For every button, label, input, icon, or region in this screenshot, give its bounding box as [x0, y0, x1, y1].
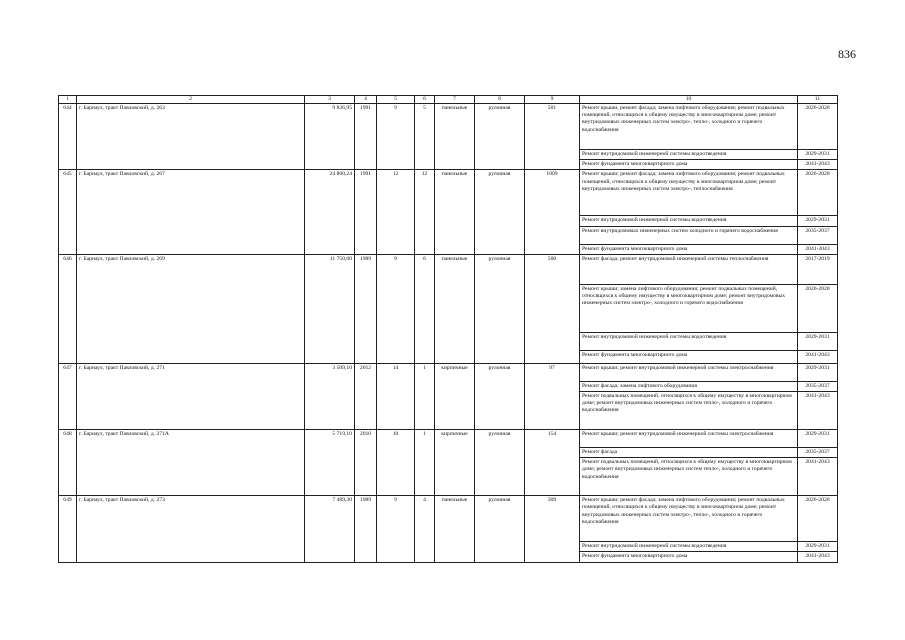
- work-description: Ремонт крыши; ремонт фасада; замена лифтового оборудования; ремонт подвальных помещений, относящихся к общему имуществу в многоквартирном доме; ремонт внутридомовых инженерных систем электро-, теплоснабжения: [580, 170, 798, 216]
- header-cell: 2: [77, 96, 305, 104]
- house-number: 646: [59, 254, 77, 363]
- table-body: [59, 104, 838, 563]
- house-year: 1991: [355, 104, 377, 170]
- house-floors: 12: [377, 170, 415, 254]
- house-year: 2010: [355, 430, 377, 496]
- house-wall-material: панельные: [435, 254, 475, 363]
- house-number: 647: [59, 363, 77, 429]
- house-wall-material: кирпичные: [435, 363, 475, 429]
- table-row: [59, 104, 838, 150]
- work-description: Ремонт внутридомовых инженерных систем холодного и горячего водоснабжения: [580, 226, 798, 244]
- house-area: 3 509,10: [305, 363, 355, 429]
- work-period: 2035-2037: [798, 381, 838, 391]
- house-residents: 154: [525, 430, 580, 496]
- house-address: г. Барнаул, тракт Павловский, д. 271А: [77, 430, 305, 496]
- house-floors: 9: [377, 496, 415, 562]
- header-cell: 4: [355, 96, 377, 104]
- house-roof-type: рулонная: [475, 363, 525, 429]
- work-period: 2041-2043: [798, 160, 838, 170]
- house-address: г. Барнаул, тракт Павловский, д. 263: [77, 104, 305, 170]
- header-cell: 3: [305, 96, 355, 104]
- house-floors: 10: [377, 430, 415, 496]
- work-description: Ремонт крыши; ремонт фасада; замена лифтового оборудования; ремонт подвальных помещений, относящихся к общему имуществу в многоквартирном доме; ремонт внутридомовых инженерных систем электро-, тепло-, холодного и горячего водоснабжения: [580, 496, 798, 542]
- house-residents: 309: [525, 496, 580, 562]
- house-entrances: 12: [415, 170, 435, 254]
- work-period: 2041-2043: [798, 552, 838, 562]
- house-year: 1991: [355, 170, 377, 254]
- house-area: 7 489,30: [305, 496, 355, 562]
- house-residents: 501: [525, 104, 580, 170]
- work-description: Ремонт крыши; ремонт внутридомовой инженерной системы электроснабжения: [580, 430, 798, 448]
- work-description: Ремонт крыши; замена лифтового оборудования; ремонт подвальных помещений, относящихся к общему имуществу в многоквартирном доме; ремонт внутридомовых инженерных систем электро-, холодного и горячего водоснабжения: [580, 284, 798, 332]
- house-wall-material: панельные: [435, 496, 475, 562]
- house-area: 5 719,10: [305, 430, 355, 496]
- house-entrances: 6: [415, 254, 435, 363]
- work-period: 2029-2031: [798, 363, 838, 381]
- header-cell: 6: [415, 96, 435, 104]
- house-year: 1989: [355, 254, 377, 363]
- work-description: Ремонт внутридомовой инженерной системы водоотведения: [580, 332, 798, 350]
- header-cell: 9: [525, 96, 580, 104]
- house-year: 2012: [355, 363, 377, 429]
- house-roof-type: рулонная: [475, 104, 525, 170]
- work-description: Ремонт фундамента многоквартирного дома: [580, 350, 798, 363]
- house-number: 649: [59, 496, 77, 562]
- header-row: [59, 96, 838, 104]
- house-roof-type: рулонная: [475, 170, 525, 254]
- work-period: 2026-2028: [798, 104, 838, 150]
- house-area: 9 836,95: [305, 104, 355, 170]
- work-description: Ремонт фасада; замена лифтового оборудования: [580, 381, 798, 391]
- table-row: [59, 363, 838, 381]
- house-entrances: 5: [415, 104, 435, 170]
- house-residents: 500: [525, 254, 580, 363]
- house-number: 648: [59, 430, 77, 496]
- work-description: Ремонт подвальных помещений, относящихся к общему имуществу в многоквартирном доме; ремонт внутридомовых инженерных систем тепло-, холодного и горячего водоснабжения: [580, 392, 798, 430]
- header-cell: 1: [59, 96, 77, 104]
- work-description: Ремонт крыши, ремонт фасада; замена лифтового оборудования; ремонт подвальных помещений, относящихся к общему имуществу в многоквартирном доме; ремонт внутридомовых инженерных систем электро-, тепло-, холодного и горячего водоснабжения: [580, 104, 798, 150]
- house-entrances: 4: [415, 496, 435, 562]
- house-wall-material: панельные: [435, 170, 475, 254]
- table-row: [59, 170, 838, 216]
- housing-repair-table: [58, 95, 838, 563]
- table-row: [59, 496, 838, 542]
- header-cell: 10: [580, 96, 798, 104]
- work-period: 2029-2031: [798, 542, 838, 552]
- header-cell: 7: [435, 96, 475, 104]
- house-year: 1989: [355, 496, 377, 562]
- work-period: 2029-2031: [798, 430, 838, 448]
- house-residents: 1009: [525, 170, 580, 254]
- work-description: Ремонт крыши; ремонт внутридомовой инженерной системы электроснабжения: [580, 363, 798, 381]
- work-description: Ремонт фундамента многоквартирного дома: [580, 244, 798, 254]
- work-period: 2035-2037: [798, 226, 838, 244]
- header-cell: 11: [798, 96, 838, 104]
- work-period: 2026-2028: [798, 170, 838, 216]
- work-period: 2029-2031: [798, 216, 838, 226]
- house-number: 644: [59, 104, 77, 170]
- house-wall-material: панельные: [435, 104, 475, 170]
- work-description: Ремонт фасада: [580, 448, 798, 458]
- work-period: 2029-2031: [798, 150, 838, 160]
- work-period: 2041-2043: [798, 350, 838, 363]
- house-entrances: 1: [415, 430, 435, 496]
- house-area: 24 800,24: [305, 170, 355, 254]
- work-description: Ремонт фундамента многоквартирного дома: [580, 160, 798, 170]
- work-period: 2026-2028: [798, 284, 838, 332]
- house-number: 645: [59, 170, 77, 254]
- house-area: 11 750,00: [305, 254, 355, 363]
- work-period: 2017-2019: [798, 254, 838, 284]
- house-roof-type: рулонная: [475, 430, 525, 496]
- house-address: г. Барнаул, тракт Павловский, д. 273: [77, 496, 305, 562]
- table-row: [59, 430, 838, 448]
- house-entrances: 1: [415, 363, 435, 429]
- page-number: 836: [838, 47, 856, 61]
- work-period: 2029-2031: [798, 332, 838, 350]
- table-row: [59, 254, 838, 284]
- house-address: г. Барнаул, тракт Павловский, д. 269: [77, 254, 305, 363]
- house-residents: 97: [525, 363, 580, 429]
- work-period: 2041-2043: [798, 458, 838, 496]
- house-wall-material: кирпичные: [435, 430, 475, 496]
- house-roof-type: рулонная: [475, 254, 525, 363]
- work-description: Ремонт внутридомовой инженерной системы водоотведения: [580, 542, 798, 552]
- work-period: 2035-2037: [798, 448, 838, 458]
- work-description: Ремонт внутридомовой инженерной системы водоотведения: [580, 216, 798, 226]
- work-description: Ремонт фундамента многоквартирного дома: [580, 552, 798, 562]
- work-description: Ремонт фасада; ремонт внутридомовой инженерной системы теплоснабжения: [580, 254, 798, 284]
- work-period: 2026-2028: [798, 496, 838, 542]
- work-description: Ремонт подвальных помещений, относящихся к общему имуществу в многоквартирном доме; ремонт внутридомовых инженерных систем тепло-, холодного и горячего водоснабжения: [580, 458, 798, 496]
- house-floors: 9: [377, 104, 415, 170]
- house-address: г. Барнаул, тракт Павловский, д. 267: [77, 170, 305, 254]
- work-period: 2041-2043: [798, 392, 838, 430]
- header-cell: 8: [475, 96, 525, 104]
- house-floors: 9: [377, 254, 415, 363]
- header-cell: 5: [377, 96, 415, 104]
- house-roof-type: рулонная: [475, 496, 525, 562]
- house-address: г. Барнаул, тракт Павловский, д. 271: [77, 363, 305, 429]
- work-description: Ремонт внутридомовой инженерной системы водоотведения: [580, 150, 798, 160]
- work-period: 2041-2043: [798, 244, 838, 254]
- house-floors: 14: [377, 363, 415, 429]
